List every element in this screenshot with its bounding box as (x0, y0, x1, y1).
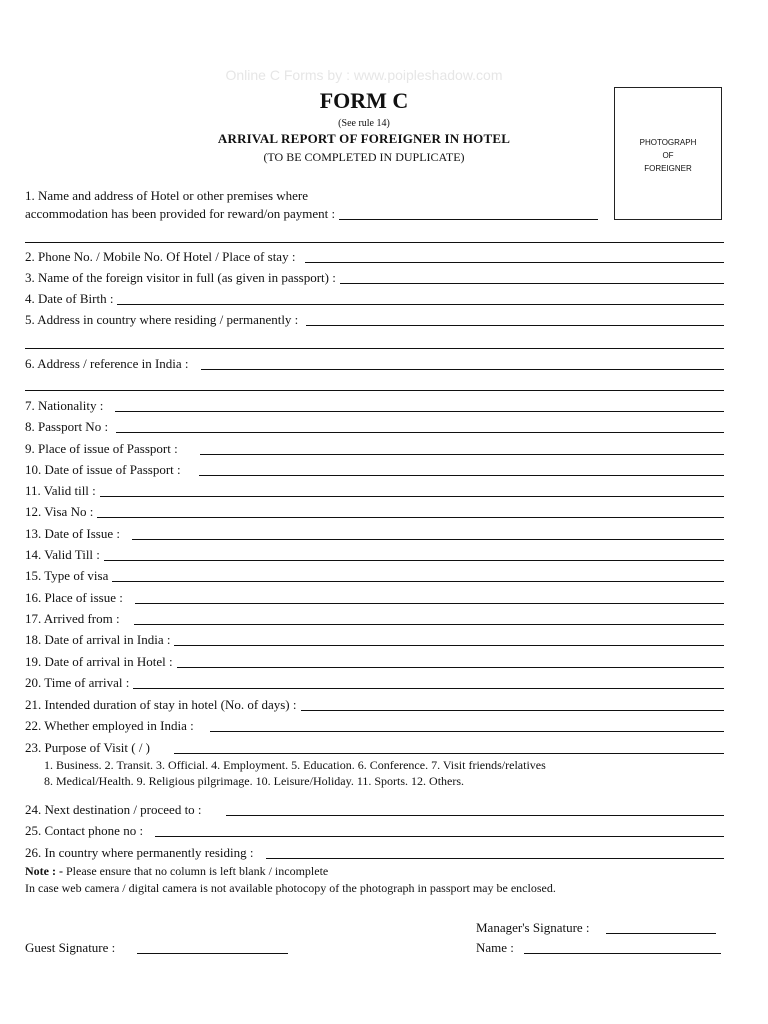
field-arrival-hotel[interactable] (25, 650, 724, 670)
field-passport-issue-date-label: 10. Date of issue of Passport : (25, 462, 181, 477)
field-contact-phone[interactable] (25, 819, 724, 839)
field-passport-issue-place-label: 9. Place of issue of Passport : (25, 441, 178, 456)
manager-signature[interactable] (476, 920, 716, 936)
field-arrival-time[interactable] (25, 671, 724, 691)
field-phone[interactable] (25, 245, 724, 265)
field-foreign-address[interactable] (25, 308, 724, 328)
field-date-of-birth[interactable] (25, 287, 724, 307)
field-visa-type-line[interactable] (112, 581, 724, 582)
note-blank-columns (25, 864, 328, 879)
field-foreign-address-line[interactable] (306, 325, 724, 326)
field-passport-valid-till-label: 11. Valid till : (25, 483, 96, 498)
field-visa-no-label: 12. Visa No : (25, 504, 94, 519)
field-hotel-address[interactable] (25, 202, 598, 222)
guest-signature-label: Guest Signature : (25, 940, 116, 955)
field-purpose-of-visit-label: 23. Purpose of Visit ( / ) (25, 740, 151, 755)
field-date-of-birth-line[interactable] (117, 304, 724, 305)
form-subtitle: ARRIVAL REPORT OF FOREIGNER IN HOTEL (217, 131, 511, 146)
field-phone-label: 2. Phone No. / Mobile No. Of Hotel / Place of stay : (25, 249, 296, 264)
field-foreign-address-extra-line[interactable] (25, 348, 724, 349)
photo-label-line2: OF (662, 151, 674, 160)
field-hotel-address-line[interactable] (339, 219, 598, 220)
field-purpose-of-visit[interactable] (25, 736, 724, 756)
manager-name-label: Name : (476, 940, 514, 955)
field-arrival-hotel-line[interactable] (177, 667, 724, 668)
field-passport-issue-place[interactable] (25, 437, 724, 457)
rule-reference: (See rule 14) (338, 118, 390, 129)
field-visa-no-line[interactable] (97, 517, 724, 518)
field-visa-issue-date-line[interactable] (132, 539, 724, 540)
guest-signature-line[interactable] (137, 953, 288, 954)
purpose-options-line1: 1. Business. 2. Transit. 3. Official. 4. Employment. 5. Education. 6. Conference. 7. Visit friends/relatives (44, 758, 546, 772)
purpose-options-line2: 8. Medical/Health. 9. Religious pilgrimage. 10. Leisure/Holiday. 11. Sports. 12. Others. (44, 774, 465, 788)
field-date-of-birth-label: 4. Date of Birth : (25, 291, 114, 306)
field-stay-duration-label: 21. Intended duration of stay in hotel (No. of days) : (25, 697, 297, 712)
field-india-address-label: 6. Address / reference in India : (25, 356, 189, 371)
duplicate-note: (TO BE COMPLETED IN DUPLICATE) (263, 150, 465, 164)
field-passport-issue-date[interactable] (25, 458, 724, 478)
field-next-destination-label: 24. Next destination / proceed to : (25, 802, 202, 817)
field-next-destination[interactable] (25, 798, 724, 818)
photo-box[interactable] (614, 87, 722, 220)
field-arrival-india-label: 18. Date of arrival in India : (25, 632, 171, 647)
note-label: Note : - (25, 864, 63, 878)
field-nationality[interactable] (25, 394, 724, 414)
field-visa-issue-date-label: 13. Date of Issue : (25, 526, 120, 541)
field-permanent-country-label: 26. In country where permanently residing : (25, 845, 254, 860)
field-purpose-of-visit-line[interactable] (174, 753, 724, 754)
field-passport-valid-till[interactable] (25, 479, 724, 499)
field-permanent-country-line[interactable] (266, 858, 724, 859)
field-visa-issue-place-label: 16. Place of issue : (25, 590, 123, 605)
field-nationality-label: 7. Nationality : (25, 398, 104, 413)
field-visitor-name[interactable] (25, 266, 724, 286)
field-arrival-india[interactable] (25, 628, 724, 648)
photo-label-line3: FOREIGNER (644, 164, 692, 173)
field-employed-india-label: 22. Whether employed in India : (25, 718, 194, 733)
field-visitor-name-line[interactable] (340, 283, 724, 284)
field-visa-type[interactable] (25, 564, 724, 584)
field-arrived-from-line[interactable] (134, 624, 724, 625)
field-arrived-from-label: 17. Arrived from : (25, 611, 120, 626)
field-hotel-address-extra-line[interactable] (25, 242, 724, 243)
field-next-destination-line[interactable] (226, 815, 724, 816)
field-arrival-time-label: 20. Time of arrival : (25, 675, 130, 690)
field-passport-issue-date-line[interactable] (199, 475, 724, 476)
field-passport-valid-till-line[interactable] (100, 496, 724, 497)
field-permanent-country[interactable] (25, 841, 724, 861)
field-employed-india[interactable] (25, 714, 724, 734)
field-phone-line[interactable] (305, 262, 724, 263)
field-visa-issue-place-line[interactable] (135, 603, 724, 604)
field-arrived-from[interactable] (25, 607, 724, 627)
field-visa-issue-place[interactable] (25, 586, 724, 606)
field-visa-type-label: 15. Type of visa (25, 568, 109, 583)
field-passport-no[interactable] (25, 415, 724, 435)
watermark: Online C Forms by : www.poipleshadow.com (225, 67, 503, 83)
field-stay-duration-line[interactable] (301, 710, 725, 711)
field-visa-valid-till[interactable] (25, 543, 724, 563)
field-1-label-line2: accommodation has been provided for reward/on payment : (25, 206, 336, 221)
field-employed-india-line[interactable] (210, 731, 724, 732)
field-visa-valid-till-label: 14. Valid Till : (25, 547, 100, 562)
guest-signature[interactable] (25, 940, 288, 956)
photo-label-line1: PHOTOGRAPH (639, 138, 697, 147)
manager-signature-line[interactable] (606, 933, 716, 934)
field-stay-duration[interactable] (25, 693, 724, 713)
field-contact-phone-line[interactable] (155, 836, 724, 837)
note-text: Please ensure that no column is left blank / incomplete (62, 864, 329, 878)
field-arrival-time-line[interactable] (133, 688, 724, 689)
form-title: FORM C (319, 88, 409, 113)
field-foreign-address-label: 5. Address in country where residing / permanently : (25, 312, 299, 327)
field-visa-no[interactable] (25, 500, 724, 520)
field-nationality-line[interactable] (115, 411, 724, 412)
manager-signature-label: Manager's Signature : (476, 920, 590, 935)
field-passport-no-line[interactable] (116, 432, 724, 433)
manager-name-line[interactable] (524, 953, 721, 954)
field-visa-issue-date[interactable] (25, 522, 724, 542)
field-arrival-hotel-label: 19. Date of arrival in Hotel : (25, 654, 173, 669)
field-india-address[interactable] (25, 352, 724, 372)
field-passport-issue-place-line[interactable] (200, 454, 724, 455)
field-india-address-line[interactable] (201, 369, 724, 370)
field-contact-phone-label: 25. Contact phone no : (25, 823, 144, 838)
field-visa-valid-till-line[interactable] (104, 560, 724, 561)
field-arrival-india-line[interactable] (174, 645, 724, 646)
field-passport-no-label: 8. Passport No : (25, 419, 109, 434)
note-camera: In case web camera / digital camera is not available photocopy of the photograph in passport may be enclosed. (25, 881, 556, 895)
field-india-address-extra-line[interactable] (25, 390, 724, 391)
field-visitor-name-label: 3. Name of the foreign visitor in full (as given in passport) : (25, 270, 336, 285)
manager-name[interactable] (476, 940, 721, 956)
field-1-label-line1: 1. Name and address of Hotel or other premises where (25, 188, 309, 203)
